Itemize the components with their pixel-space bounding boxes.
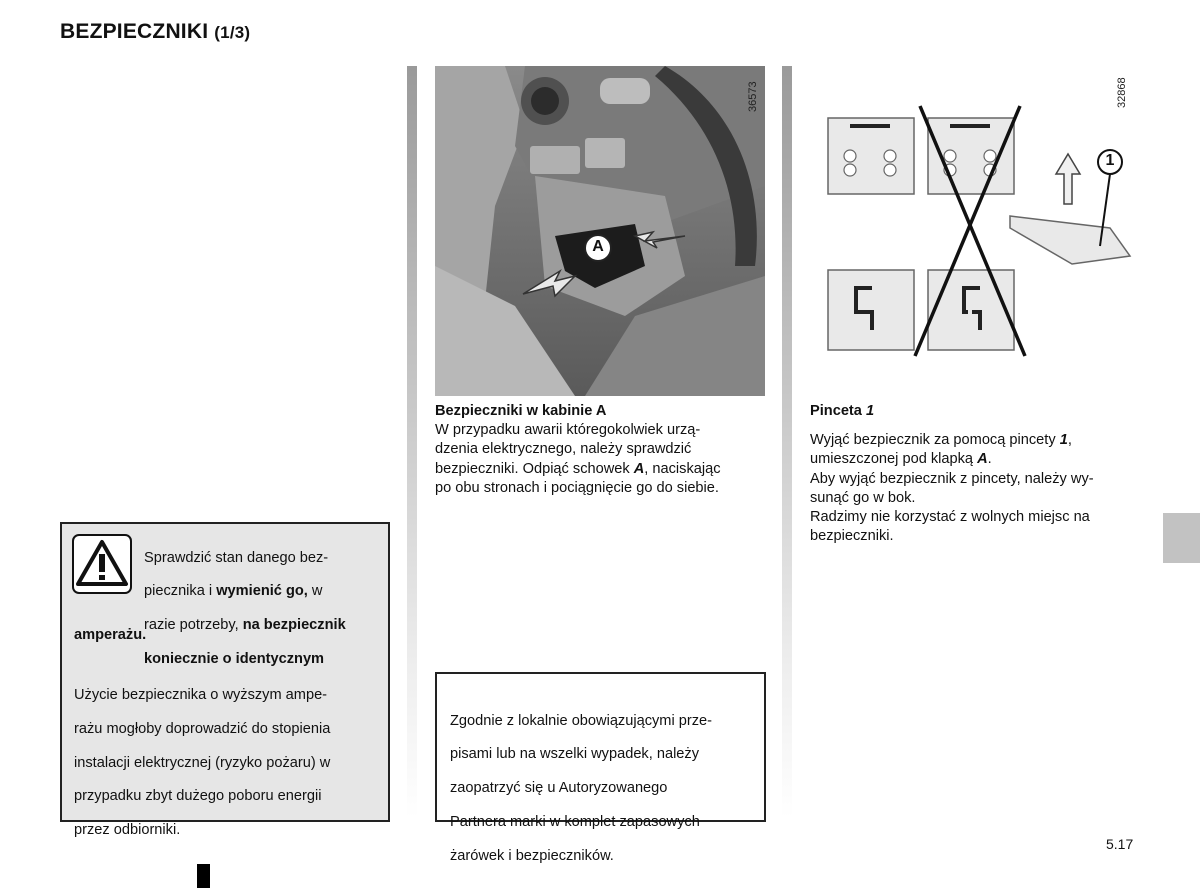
tweezers-text: umieszczonej pod klapką — [810, 451, 978, 468]
tweezers-line: Aby wyjąć bezpiecznik z pincety, należy wy- — [810, 470, 1094, 487]
tweezers-line — [810, 431, 1140, 450]
warning-line: koniecznie o identycznym — [144, 650, 325, 667]
note-line: żarówek i bezpieczników. — [450, 847, 614, 864]
note-text — [450, 697, 752, 881]
tweezers-line: bezpieczniki. — [810, 528, 894, 545]
page-title-part: (1/3) — [214, 23, 251, 42]
tweezers-line — [810, 450, 1140, 469]
warning-text: razie potrzeby, — [144, 617, 243, 634]
tweezers-text: Wyjąć bezpiecznik za pomocą pincety — [810, 432, 1060, 449]
warning-bold: na bezpiecznik — [242, 617, 346, 634]
photo-ref-number: 36573 — [747, 81, 759, 112]
warning-line: instalacji elektrycznej (ryzyko pożaru) w — [74, 754, 331, 771]
figure-callout-label: 1 — [1105, 152, 1115, 169]
cabin-fuses-line: dzenia elektrycznego, należy sprawdzić — [435, 441, 692, 458]
cabin-illustration — [435, 66, 765, 396]
tweezers-line: sunąć go w bok. — [810, 489, 916, 506]
warning-box — [60, 522, 390, 839]
fuse-diagram — [810, 66, 1142, 366]
cabin-fuses-line — [435, 460, 765, 479]
cabin-photo — [435, 66, 765, 396]
note-line: Partnera marki w komplet zapasowych — [450, 813, 700, 830]
warning-line: przez odbiorniki. — [74, 822, 181, 839]
tweezers-ref-a: A — [977, 451, 988, 468]
tweezers-line: Radzimy nie korzystać z wolnych miejsc na — [810, 509, 1090, 526]
warning-line: rażu mogłoby doprowadzić do stopienia — [74, 720, 331, 737]
warning-bold: wymienić go, — [216, 583, 308, 600]
tweezers-section — [810, 402, 1140, 546]
column-divider — [782, 66, 792, 818]
cabin-fuses-text: , naciskając — [644, 460, 721, 477]
warning-line: Sprawdzić stan danego bez- — [144, 549, 329, 566]
note-line: Zgodnie z lokalnie obowiązującymi prze- — [450, 712, 713, 729]
cabin-fuses-ref-a: A — [633, 460, 645, 477]
warning-icon — [72, 534, 132, 594]
print-mark — [197, 864, 210, 888]
cabin-fuses-text: bezpieczniki. Odpiąć schowek — [435, 460, 634, 477]
warning-line: Użycie bezpiecznika o wyższym ampe- — [74, 686, 328, 703]
tweezers-heading-ref: 1 — [865, 403, 875, 419]
cabin-fuses-line: po obu stronach i pociągnięcie go do siebie. — [435, 479, 719, 496]
warning-body — [74, 611, 376, 855]
figure-ref-number: 32868 — [1116, 77, 1128, 108]
cabin-fuses-heading: Bezpieczniki w kabinie A — [435, 403, 607, 419]
cabin-fuses-section — [435, 402, 765, 498]
tweezers-ref-1: 1 — [1059, 432, 1068, 449]
note-line: pisami lub na wszelki wypadek, należy — [450, 746, 700, 763]
spare-parts-note — [435, 672, 766, 864]
page-number: 5.17 — [1106, 836, 1134, 852]
note-line: zaopatrzyć się u Autoryzowanego — [450, 780, 668, 797]
fuse-illustration — [810, 66, 1142, 366]
cabin-fuses-line: W przypadku awarii któregokolwiek urzą- — [435, 422, 701, 439]
warning-text: piecznika i — [144, 583, 217, 600]
section-tab — [1163, 513, 1200, 563]
tweezers-heading-text: Pinceta — [810, 403, 866, 419]
tweezers-text: . — [987, 451, 992, 468]
column-divider — [407, 66, 417, 818]
page-title-main: BEZPIECZNIKI — [60, 20, 209, 43]
warning-text: w — [307, 583, 323, 600]
page-title — [60, 20, 250, 44]
tweezers-heading — [810, 402, 1140, 421]
warning-line: przypadku zbyt dużego poboru energii — [74, 788, 322, 805]
warning-line: amperażu. — [74, 626, 147, 643]
warning-line — [144, 582, 376, 601]
photo-callout-label: A — [592, 238, 604, 255]
tweezers-text: , — [1067, 432, 1072, 449]
